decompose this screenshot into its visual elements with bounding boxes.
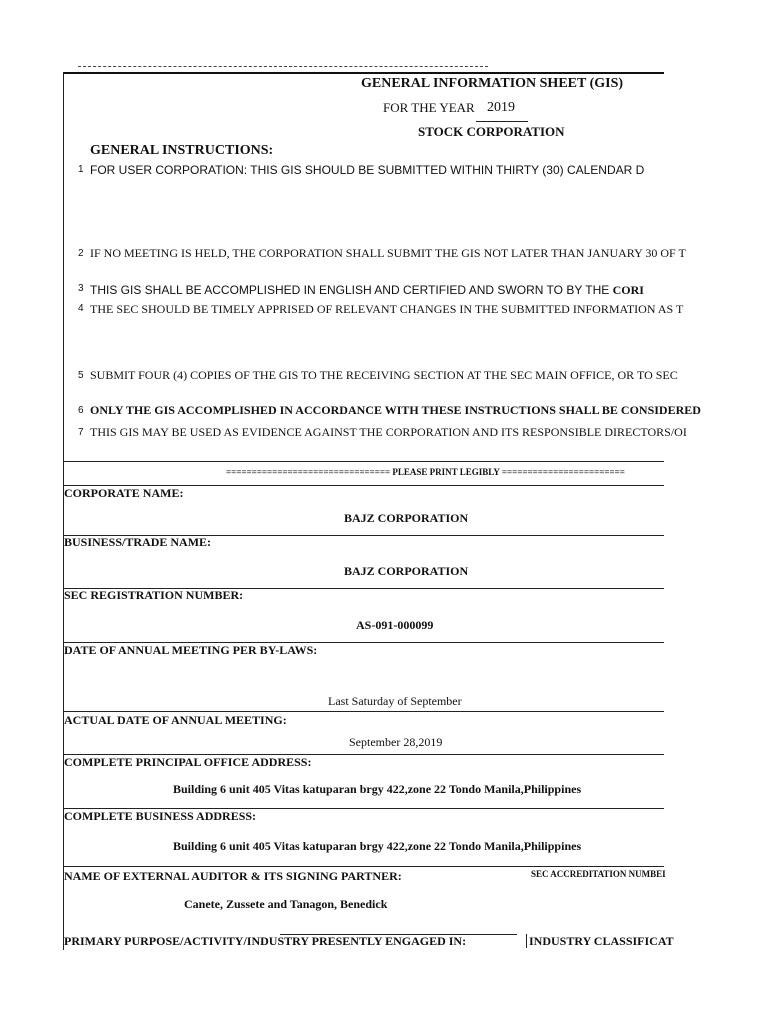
trade-name-label: BUSINESS/TRADE NAME: bbox=[64, 535, 212, 549]
primary-purpose-label: PRIMARY PURPOSE/ACTIVITY/INDUSTRY PRESENTLY ENGAGED IN: bbox=[64, 934, 467, 948]
industry-classification-label: INDUSTRY CLASSIFICAT bbox=[529, 934, 674, 948]
actual-meeting-value: September 28,2019 bbox=[349, 735, 443, 749]
instruction-number: 3 bbox=[78, 283, 84, 294]
external-auditor-value: Canete, Zussete and Tanagon, Benedick bbox=[184, 897, 388, 911]
instruction-text: THIS GIS MAY BE USED AS EVIDENCE AGAINST THE CORPORATION AND ITS RESPONSIBLE DIRECTORS/OI bbox=[90, 425, 687, 439]
annual-meeting-bylaws-label: DATE OF ANNUAL MEETING PER BY-LAWS: bbox=[64, 643, 318, 657]
business-address-label: COMPLETE BUSINESS ADDRESS: bbox=[64, 809, 257, 823]
instruction-text: FOR USER CORPORATION: THIS GIS SHOULD BE SUBMITTED WITHIN THIRTY (30) CALENDAR D bbox=[90, 163, 645, 177]
principal-address-value: Building 6 unit 405 Vitas katuparan brgy 422,zone 22 Tondo Manila,Philippines bbox=[173, 782, 582, 796]
print-legibly-banner: ================================ PLEASE PRINT LEGIBLY ======================== bbox=[226, 467, 625, 477]
corporate-name-label: CORPORATE NAME: bbox=[64, 486, 184, 500]
top-border bbox=[64, 72, 664, 74]
instruction-number: 4 bbox=[78, 303, 84, 314]
annual-meeting-bylaws-value: Last Saturday of September bbox=[328, 694, 462, 708]
business-address-value: Building 6 unit 405 Vitas katuparan brgy 422,zone 22 Tondo Manila,Philippines bbox=[173, 839, 582, 853]
instructions-bottom-rule bbox=[64, 461, 664, 462]
top-dashed-line bbox=[78, 66, 488, 67]
sec-registration-value: AS-091-000099 bbox=[356, 618, 434, 632]
corporate-name-value: BAJZ CORPORATION bbox=[344, 511, 469, 525]
for-the-year-label: FOR THE YEAR bbox=[383, 100, 475, 115]
field-rule bbox=[64, 866, 664, 867]
instruction-number: 2 bbox=[78, 248, 84, 259]
sec-registration-label: SEC REGISTRATION NUMBER: bbox=[64, 588, 244, 602]
actual-meeting-label: ACTUAL DATE OF ANNUAL MEETING: bbox=[64, 713, 287, 727]
instruction-text: THE SEC SHOULD BE TIMELY APPRISED OF RELEVANT CHANGES IN THE SUBMITTED INFORMATION AS T bbox=[90, 302, 684, 316]
instruction-number: 5 bbox=[78, 370, 84, 381]
instruction-text: THIS GIS SHALL BE ACCOMPLISHED IN ENGLISH AND CERTIFIED AND SWORN TO BY THE CORI bbox=[90, 283, 644, 297]
principal-address-label: COMPLETE PRINCIPAL OFFICE ADDRESS: bbox=[64, 755, 312, 769]
field-rule bbox=[64, 711, 664, 712]
form-title: GENERAL INFORMATION SHEET (GIS) bbox=[361, 76, 624, 91]
column-divider bbox=[526, 934, 527, 948]
instruction-text: SUBMIT FOUR (4) COPIES OF THE GIS TO THE RECEIVING SECTION AT THE SEC MAIN OFFICE, OR TO SEC bbox=[90, 368, 678, 382]
instruction-number: 6 bbox=[78, 405, 84, 416]
year-value: 2019 bbox=[487, 100, 515, 115]
sec-accreditation-label: SEC ACCREDITATION NUMBEI bbox=[531, 869, 666, 879]
instruction-text: IF NO MEETING IS HELD, THE CORPORATION SHALL SUBMIT THE GIS NOT LATER THAN JANUARY 30 OF T bbox=[90, 246, 686, 260]
year-underline bbox=[476, 121, 528, 122]
instruction-number: 7 bbox=[78, 427, 84, 438]
corporation-type: STOCK CORPORATION bbox=[418, 124, 565, 139]
external-auditor-label: NAME OF EXTERNAL AUDITOR & ITS SIGNING PARTNER: bbox=[64, 869, 402, 883]
instruction-number: 1 bbox=[78, 164, 84, 175]
instruction-text: ONLY THE GIS ACCOMPLISHED IN ACCORDANCE WITH THESE INSTRUCTIONS SHALL BE CONSIDERED bbox=[90, 403, 701, 417]
instruction-bold-tail: CORI bbox=[612, 283, 644, 297]
trade-name-value: BAJZ CORPORATION bbox=[344, 564, 469, 578]
instructions-heading: GENERAL INSTRUCTIONS: bbox=[90, 143, 274, 158]
